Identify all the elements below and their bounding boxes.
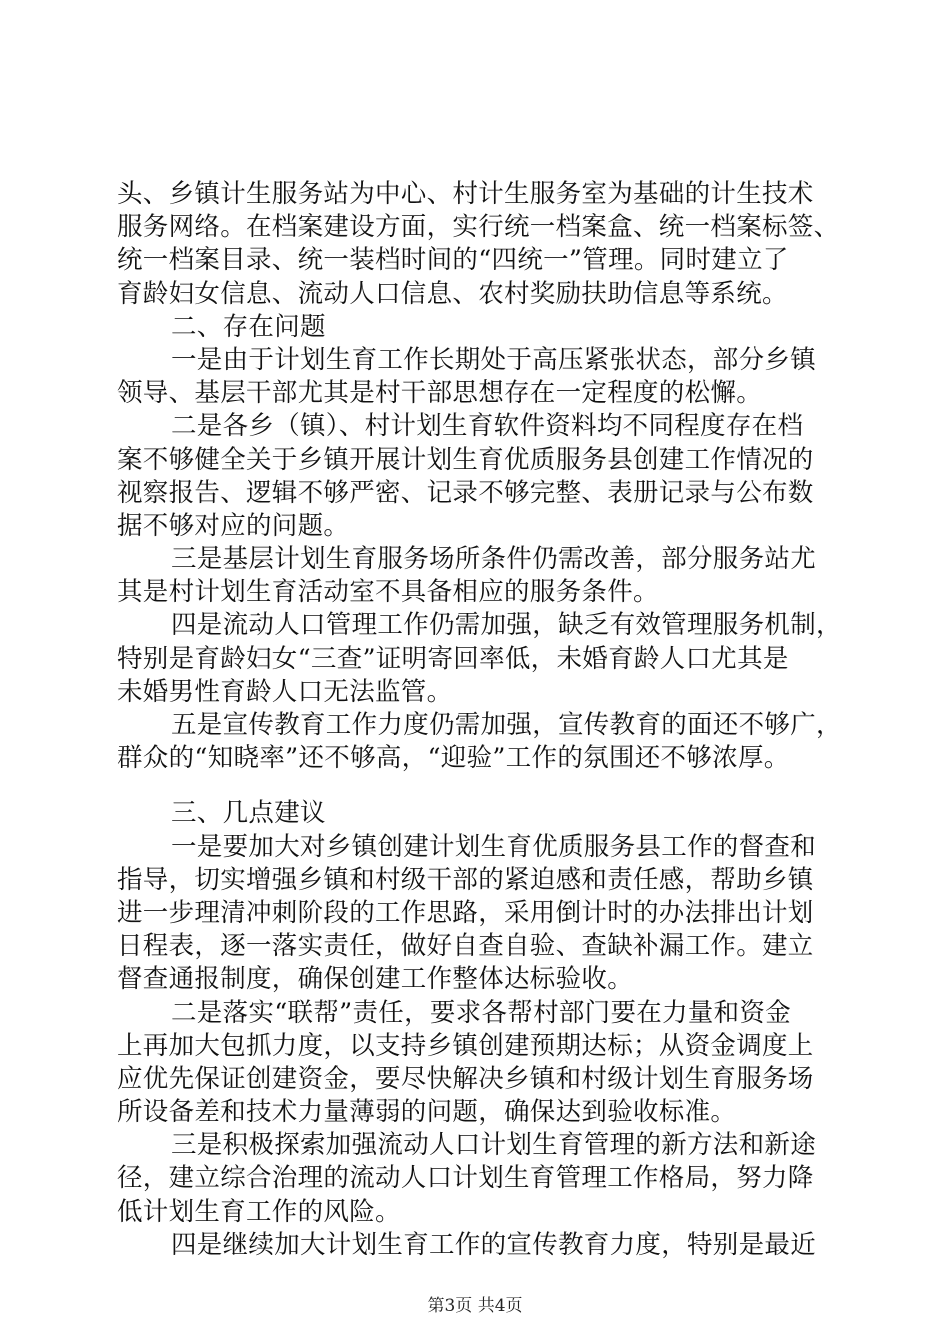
text-line: 指导，切实增强乡镇和村级干部的紧迫感和责任感，帮助乡镇 bbox=[117, 864, 814, 895]
text-line: 视察报告、逻辑不够严密、记录不够完整、表册记录与公布数 bbox=[117, 477, 814, 508]
paragraph-problem-3 bbox=[117, 543, 833, 609]
text-line: 三是基层计划生育服务场所条件仍需改善，部分服务站尤 bbox=[171, 544, 817, 575]
text-line: 统一档案目录、统一装档时间的“四统一”管理。同时建立了 bbox=[117, 245, 789, 276]
paragraph-problem-4 bbox=[117, 609, 842, 709]
paragraph-problem-1 bbox=[117, 344, 833, 410]
text-line: 头、乡镇计生服务站为中心、村计生服务室为基础的计生技术 bbox=[117, 179, 814, 209]
paragraph-gap bbox=[117, 775, 833, 797]
paragraph-suggestion-3 bbox=[117, 1129, 833, 1229]
text-line: 特别是育龄妇女“三查”证明寄回率低，未婚育龄人口尤其是 bbox=[117, 643, 789, 674]
text-line: 服务网络。在档案建设方面，实行统一档案盒、统一档案标签、 bbox=[117, 212, 840, 243]
text-line: 日程表，逐一落实责任，做好自查自验、查缺补漏工作。建立 bbox=[117, 931, 814, 962]
text-line: 进一步理清冲刺阶段的工作思路，采用倒计时的办法排出计划 bbox=[117, 897, 814, 928]
page-number-footer: 第3页 共4页 bbox=[427, 1296, 523, 1316]
paragraph-suggestion-2 bbox=[117, 997, 833, 1130]
section-heading-problems: 二、存在问题 bbox=[171, 311, 326, 342]
text-line: 未婚男性育龄人口无法监管。 bbox=[117, 676, 453, 707]
text-line: 低计划生育工作的风险。 bbox=[117, 1196, 401, 1227]
text-line: 领导、基层干部尤其是村干部思想存在一定程度的松懈。 bbox=[117, 378, 763, 409]
text-line: 三是积极探索加强流动人口计划生育管理的新方法和新途 bbox=[171, 1130, 817, 1161]
text-line: 一是要加大对乡镇创建计划生育优质服务县工作的督查和 bbox=[171, 831, 817, 862]
text-line: 育龄妇女信息、流动人口信息、农村奖励扶助信息等系统。 bbox=[117, 278, 788, 309]
text-line: 二是落实“联帮”责任，要求各帮村部门要在力量和资金 bbox=[171, 997, 792, 1028]
text-line: 一是由于计划生育工作长期处于高压紧张状态，部分乡镇 bbox=[171, 344, 817, 375]
paragraph-problem-2 bbox=[117, 410, 833, 543]
paragraph-suggestion-1 bbox=[117, 831, 833, 997]
text-line: 四是继续加大计划生育工作的宣传教育力度，特别是最近 bbox=[171, 1229, 817, 1260]
paragraph-continuation bbox=[117, 178, 840, 311]
text-line: 径，建立综合治理的流动人口计划生育管理工作格局，努力降 bbox=[117, 1163, 814, 1194]
text-line: 五是宣传教育工作力度仍需加强，宣传教育的面还不够广， bbox=[171, 710, 842, 740]
text-line: 群众的“知晓率”还不够高，“迎验”工作的氛围还不够浓厚。 bbox=[117, 743, 790, 774]
text-line: 上再加大包抓力度，以支持乡镇创建预期达标；从资金调度上 bbox=[117, 1030, 814, 1061]
text-line: 案不够健全关于乡镇开展计划生育优质服务县创建工作情况的 bbox=[117, 444, 814, 475]
document-body bbox=[117, 178, 842, 1262]
text-line: 四是流动人口管理工作仍需加强，缺乏有效管理服务机制， bbox=[171, 610, 842, 641]
text-line: 其是村计划生育活动室不具备相应的服务条件。 bbox=[117, 577, 659, 608]
text-line: 据不够对应的问题。 bbox=[117, 510, 350, 541]
text-line: 二是各乡（镇）、村计划生育软件资料均不同程度存在档 bbox=[171, 411, 804, 442]
paragraph-suggestion-4 bbox=[117, 1229, 833, 1262]
text-line: 所设备差和技术力量薄弱的问题，确保达到验收标准。 bbox=[117, 1097, 737, 1128]
text-line: 督查通报制度，确保创建工作整体达标验收。 bbox=[117, 964, 634, 995]
section-heading-suggestions: 三、几点建议 bbox=[171, 798, 326, 829]
text-line: 应优先保证创建资金，要尽快解决乡镇和村级计划生育服务场 bbox=[117, 1063, 814, 1094]
paragraph-problem-5 bbox=[117, 709, 842, 775]
